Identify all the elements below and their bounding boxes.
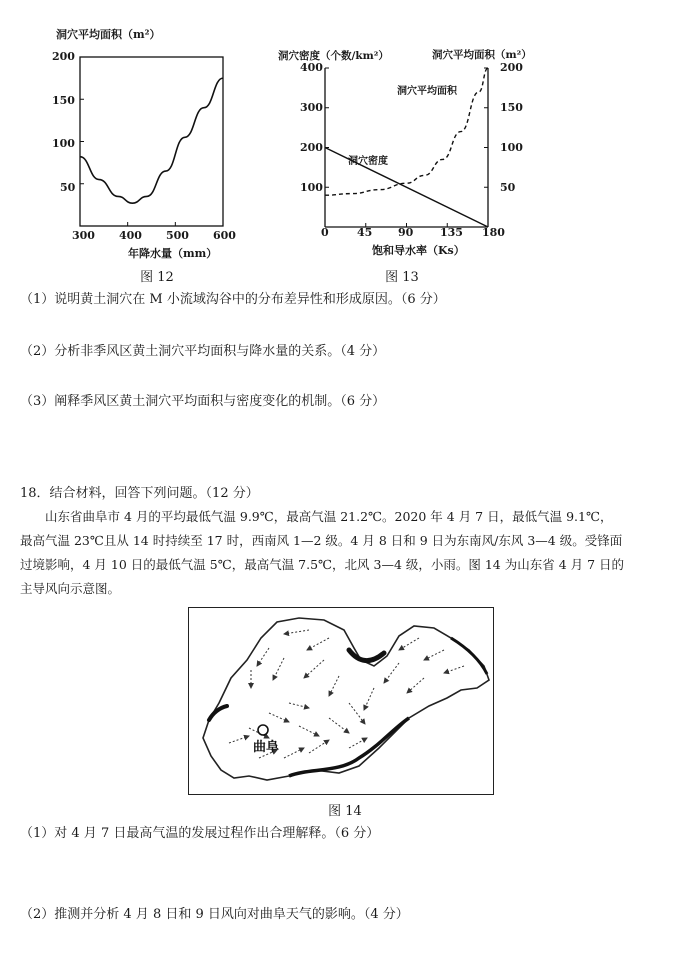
fig13-ytick-left: 300: [300, 101, 323, 114]
question-17-1: （1）说明黄土洞穴在 M 小流域沟谷中的分布差异性和形成原因。（6 分）: [20, 292, 446, 307]
fig13-xtick: 180: [482, 226, 505, 239]
question-17-2: （2）分析非季风区黄土洞穴平均面积与降水量的关系。（4 分）: [20, 344, 386, 359]
question-18-1: （1）对 4 月 7 日最高气温的发展过程作出合理解释。（6 分）: [20, 826, 380, 841]
fig12-caption: 图 12: [140, 270, 174, 285]
fig13-chart: [0, 0, 685, 270]
question-17-3: （3）阐释季风区黄土洞穴平均面积与密度变化的机制。（6 分）: [20, 394, 386, 409]
fig13-caption: 图 13: [385, 270, 419, 285]
fig13-ytick-right: 50: [500, 181, 516, 194]
material-line: 过境影响，4 月 10 日的最低气温 5℃，最高气温 7.5℃，北风 3—4 级，小雨。图 14 为山东省 4 月 7 日的: [20, 557, 625, 572]
fig13-ytick-left: 400: [300, 61, 323, 74]
fig12-ylabel: 洞穴平均面积（m²）: [56, 28, 161, 41]
fig13-xtick: 135: [440, 226, 463, 239]
fig13-area-label: 洞穴平均面积: [397, 86, 457, 97]
fig13-ytick-left: 100: [300, 181, 323, 194]
fig12-ytick: 200: [52, 50, 75, 63]
fig13-xtick: 0: [321, 226, 329, 239]
question-18-heading: 18．结合材料，回答下列问题。（12 分）: [20, 486, 259, 501]
question-18-2: （2）推测并分析 4 月 8 日和 9 日风向对曲阜天气的影响。（4 分）: [20, 907, 409, 922]
shandong-wind-map: [189, 608, 493, 794]
fig13-xtick: 45: [357, 226, 373, 239]
fig12-ytick: 50: [60, 181, 76, 194]
fig13-ytick-right: 200: [500, 61, 523, 74]
fig13-ytick-right: 150: [500, 101, 523, 114]
fig12-xtick: 500: [166, 229, 189, 242]
fig12-xlabel: 年降水量（mm）: [128, 247, 218, 260]
fig12-ytick: 100: [52, 137, 75, 150]
qufu-label: 曲阜: [253, 740, 280, 755]
fig13-series-density: [325, 148, 488, 228]
fig13-ytick-left: 200: [300, 141, 323, 154]
material-line: 山东省曲阜市 4 月的平均最低气温 9.9℃，最高气温 21.2℃。2020 年 4 月 7 日，最低气温 9.1℃，: [20, 509, 613, 524]
fig13-xtick: 90: [398, 226, 414, 239]
fig13-ylabel-right: 洞穴平均面积（m²）: [432, 49, 532, 61]
fig13-xlabel: 饱和导水率（Ks）: [372, 244, 465, 257]
question-18-material: [20, 505, 670, 601]
fig14-caption: 图 14: [328, 804, 362, 819]
fig13-ytick-right: 100: [500, 141, 523, 154]
fig13-ylabel-left: 洞穴密度（个数/km²）: [278, 50, 389, 62]
fig12-xtick: 400: [119, 229, 142, 242]
fig12-ytick: 150: [52, 94, 75, 107]
map-frame: [188, 607, 494, 795]
fig12-xtick: 600: [213, 229, 236, 242]
material-line: 最高气温 23℃且从 14 时持续至 17 时，西南风 1—2 级。4 月 8 日和 9 日为东南风/东风 3—4 级。受锋面: [20, 533, 623, 548]
fig13-series-area: [325, 68, 488, 195]
shandong-outline: [203, 618, 489, 780]
fig12-xtick: 300: [72, 229, 95, 242]
qufu-marker: [258, 725, 268, 735]
material-line: 主导风向示意图。: [20, 581, 121, 596]
fig13-density-label: 洞穴密度: [348, 156, 388, 167]
